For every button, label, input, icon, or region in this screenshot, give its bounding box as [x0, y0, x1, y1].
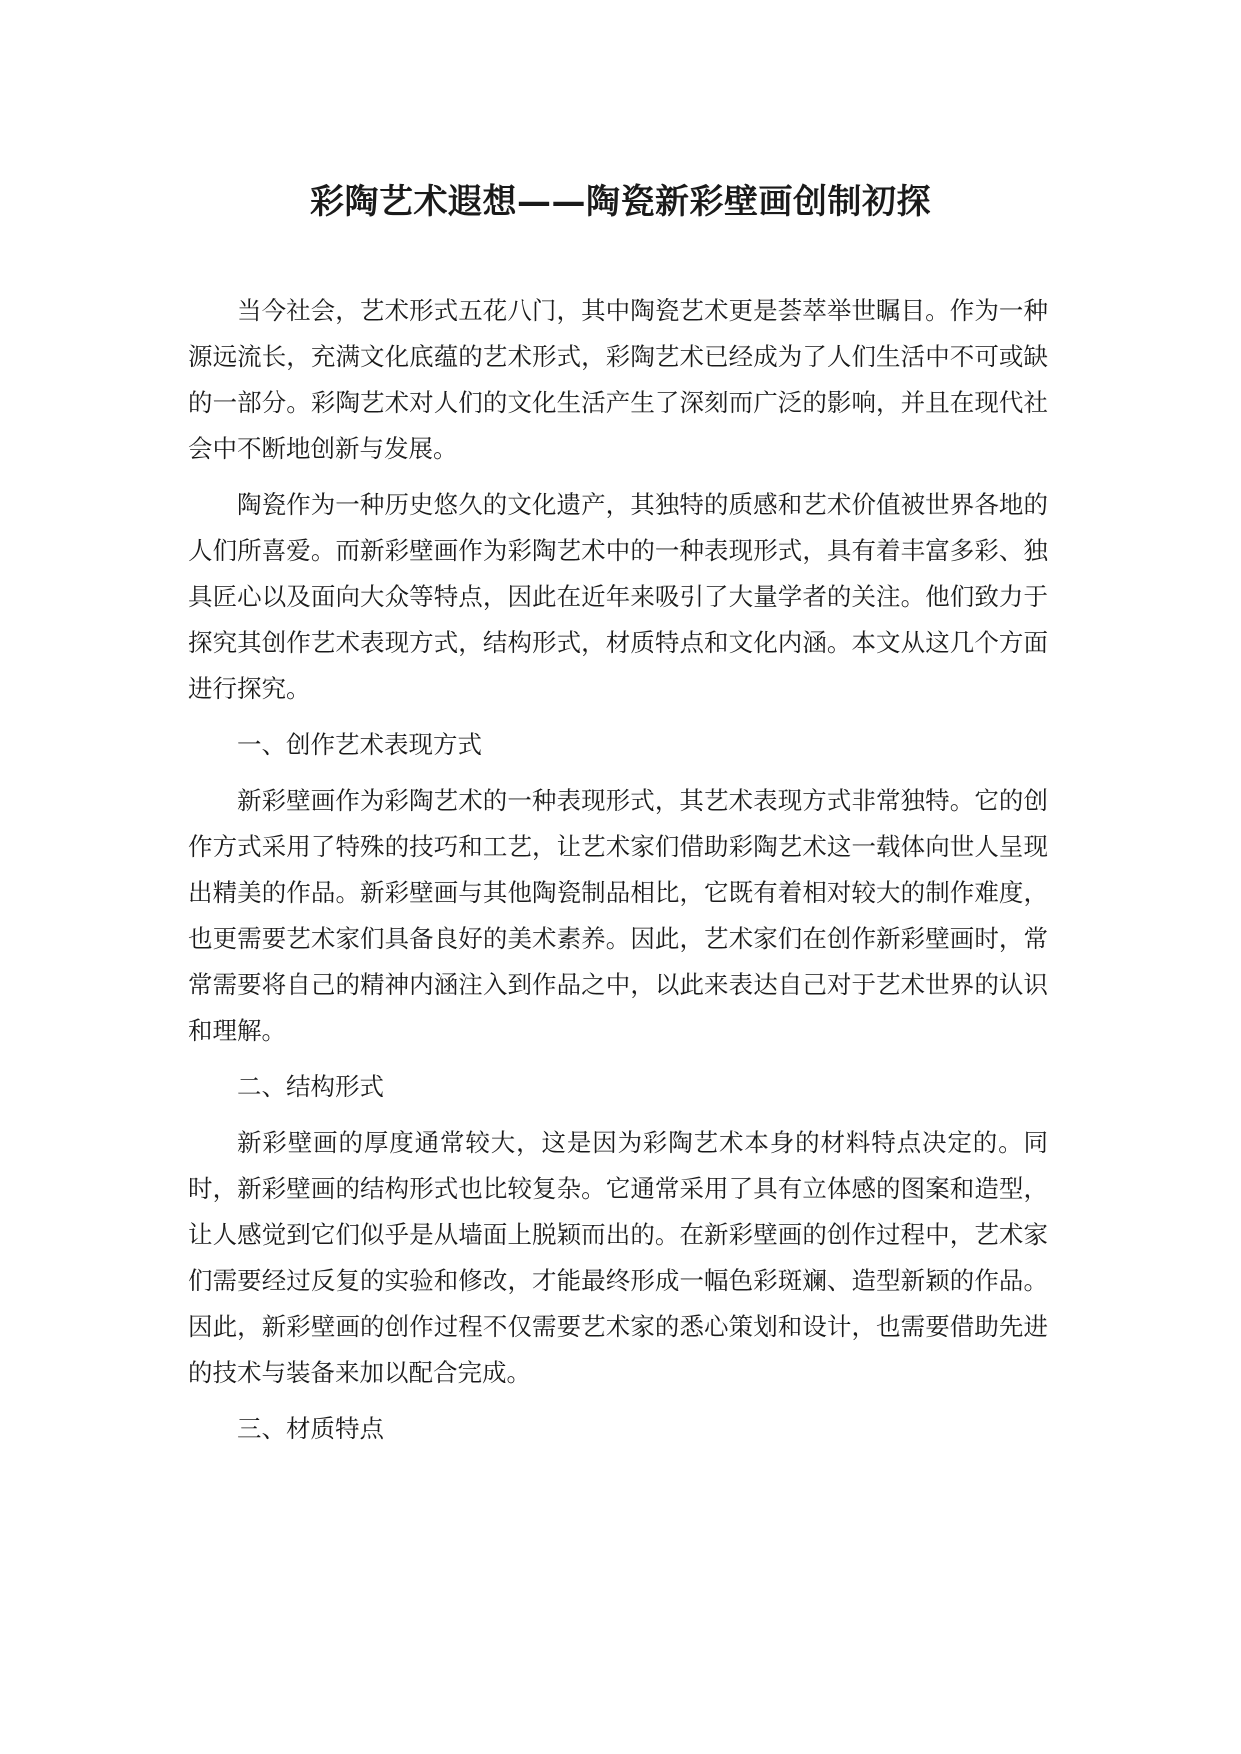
section-paragraph-2: 新彩壁画的厚度通常较大，这是因为彩陶艺术本身的材料特点决定的。同时，新彩壁画的结构形式也比较复杂。它通常采用了具有立体感的图案和造型，让人感觉到它们似乎是从墙面上脱颖而出的。在新彩壁画的创作过程中，艺术家们需要经过反复的实验和修改，才能最终形成一幅色彩斑斓、造型新颖的作品。因此，新彩壁画的创作过程不仅需要艺术家的悉心策划和设计，也需要借助先进的技术与装备来加以配合完成。: [188, 1128, 1048, 1387]
section-heading-2: 二、结构形式: [237, 1072, 384, 1101]
document-title: 彩陶艺术遐想——陶瓷新彩壁画创制初探: [310, 182, 931, 222]
section-heading-1: 一、创作艺术表现方式: [237, 730, 482, 759]
section-paragraph-1: 新彩壁画作为彩陶艺术的一种表现形式，其艺术表现方式非常独特。它的创作方式采用了特殊的技巧和工艺，让艺术家们借助彩陶艺术这一载体向世人呈现出精美的作品。新彩壁画与其他陶瓷制品相比，它既有着相对较大的制作难度，也更需要艺术家们具备良好的美术素养。因此，艺术家们在创作新彩壁画时，常常需要将自己的精神内涵注入到作品之中，以此来表达自己对于艺术世界的认识和理解。: [188, 786, 1048, 1045]
intro-paragraph-1: 当今社会，艺术形式五花八门，其中陶瓷艺术更是荟萃举世瞩目。作为一种源远流长，充满文化底蕴的艺术形式，彩陶艺术已经成为了人们生活中不可或缺的一部分。彩陶艺术对人们的文化生活产生了深刻而广泛的影响，并且在现代社会中不断地创新与发展。: [188, 296, 1048, 463]
document-body: [188, 288, 1048, 1462]
intro-paragraph-2: 陶瓷作为一种历史悠久的文化遗产，其独特的质感和艺术价值被世界各地的人们所喜爱。而新彩壁画作为彩陶艺术中的一种表现形式，具有着丰富多彩、独具匠心以及面向大众等特点，因此在近年来吸引了大量学者的关注。他们致力于探究其创作艺术表现方式，结构形式，材质特点和文化内涵。本文从这几个方面进行探究。: [188, 490, 1048, 703]
section-heading-3: 三、材质特点: [237, 1414, 384, 1443]
